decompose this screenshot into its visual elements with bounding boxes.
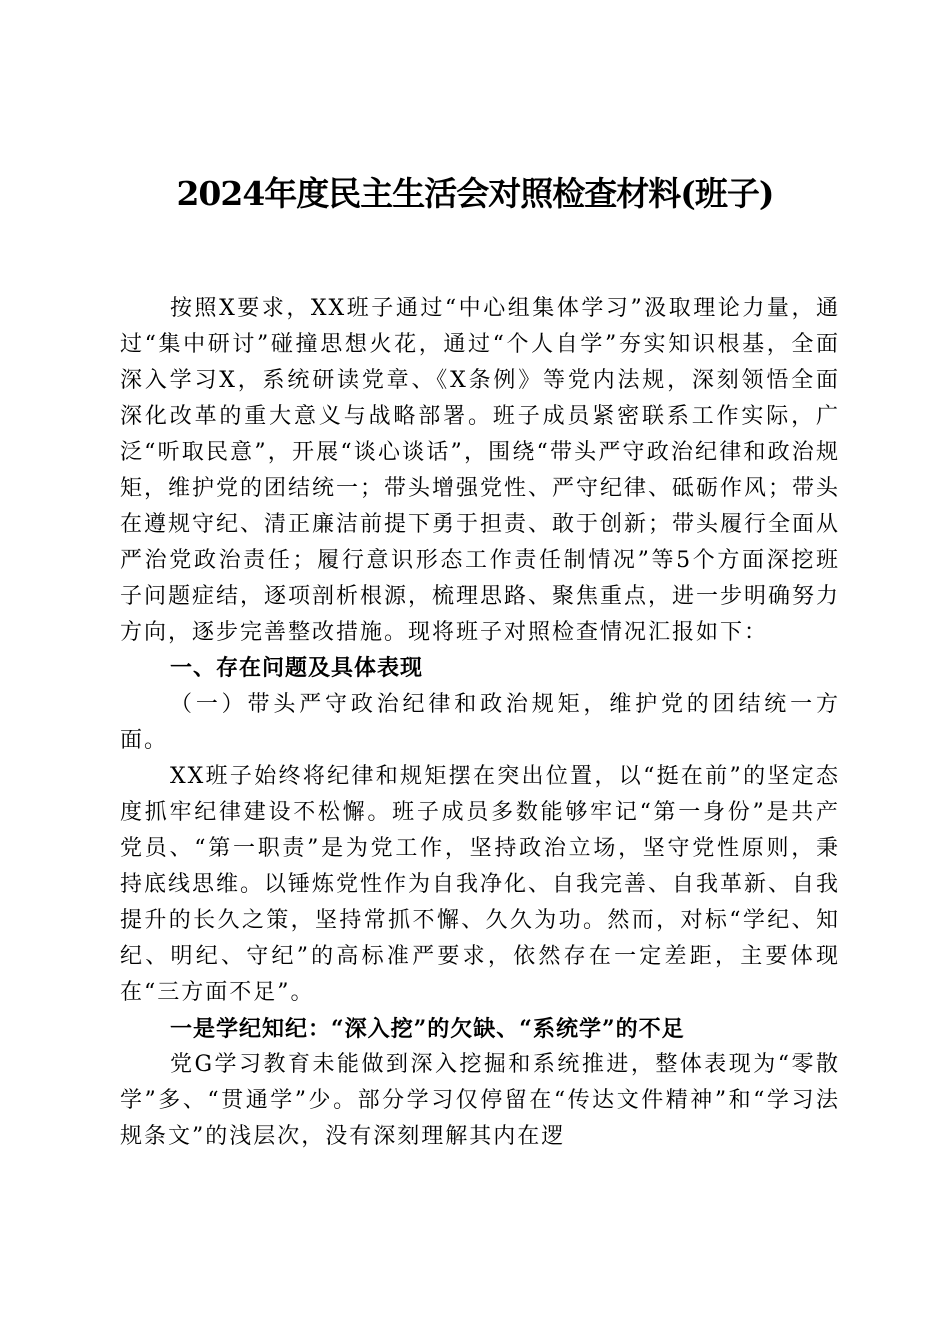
document-body — [120, 291, 840, 1155]
document-title: 2024年度民主生活会对照检查材料(班子) — [176, 174, 774, 213]
section-heading-problems: 一、存在问题及具体表现 — [170, 656, 424, 681]
intro-paragraph: 按照X要求，XX班子通过“中心组集体学习”汲取理论力量，通过“集中研讨”碰撞思想火花，通过“个人自学”夯实知识根基，全面深入学习X，系统研读党章、《X条例》等党内法规，深刻领悟全面深化改革的重大意义与战略部署。班子成员紧密联系工作实际，广泛“听取民意”，开展“谈心谈话”，围绕“带头严守政治纪律和政治规矩，维护党的团结统一；带头增强党性、严守纪律、砥砺作风；带头在遵规守纪、清正廉洁前提下勇于担责、敢于创新；带头履行全面从严治党政治责任；履行意识形态工作责任制情况”等5个方面深挖班子问题症结，逐项剖析根源，梳理思路、聚焦重点，进一步明确努力方向，逐步完善整改措施。现将班子对照检查情况汇报如下： — [120, 296, 841, 645]
point-paragraph-study-discipline: 党G学习教育未能做到深入挖掘和系统推进，整体表现为“零散学”多、“贯通学”少。部分学习仅停留在“传达文件精神”和“学习法规条文”的浅层次，没有深刻理解其内在逻 — [120, 1052, 840, 1149]
point-heading-study-discipline: 一是学纪知纪：“深入挖”的欠缺、“系统学”的不足 — [170, 1016, 685, 1042]
subsection-heading-discipline: （一）带头严守政治纪律和政治规矩，维护党的团结统一方面。 — [120, 692, 840, 753]
subsection-paragraph-discipline: XX班子始终将纪律和规矩摆在突出位置，以“挺在前”的坚定态度抓牢纪律建设不松懈。班子成员多数能够牢记“第一身份”是共产党员、“第一职责”是为党工作，坚持政治立场，坚守党性原则，秉持底线思维。以锤炼党性作为自我净化、自我完善、自我革新、自我提升的长久之策，坚持常抓不懈、久久为功。然而，对标“学纪、知纪、明纪、守纪”的高标准严要求，依然存在一定差距，主要体现在“三方面不足”。 — [120, 764, 841, 1005]
